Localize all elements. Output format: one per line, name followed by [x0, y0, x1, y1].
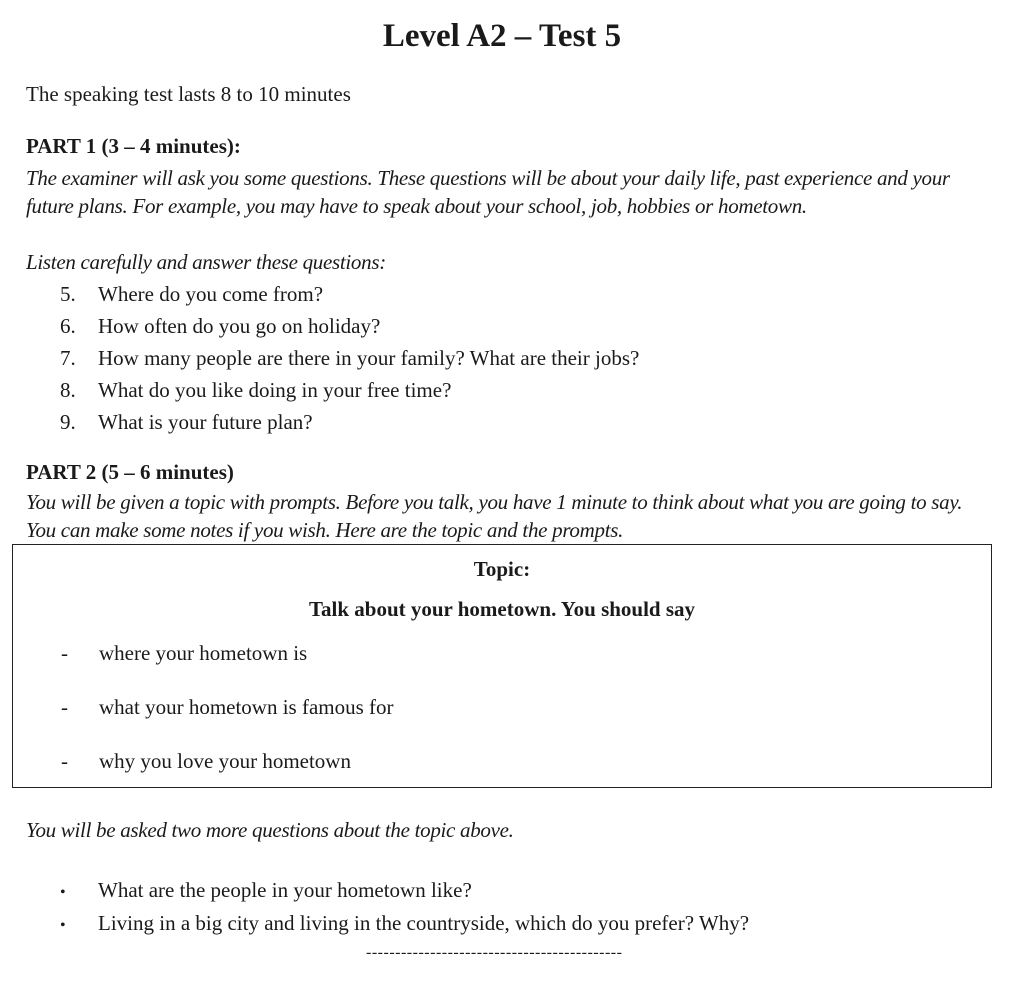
- prompt-text: where your hometown is: [99, 641, 308, 665]
- list-item: [61, 691, 394, 745]
- bullet-icon: •: [60, 884, 66, 901]
- question-text: How often do you go on holiday?: [98, 314, 381, 338]
- bullet-icon: •: [60, 917, 66, 934]
- list-item: [60, 406, 639, 438]
- list-item: [60, 874, 749, 907]
- dash-marker: -: [61, 641, 68, 665]
- list-item: [61, 637, 394, 691]
- list-item: [60, 310, 639, 342]
- list-item: [60, 278, 639, 310]
- question-text: What do you like doing in your free time?: [98, 378, 452, 402]
- question-number: 7.: [60, 346, 76, 370]
- question-number: 5.: [60, 282, 76, 306]
- followup-question-text: Living in a big city and living in the countryside, which do you prefer? Why?: [98, 911, 750, 935]
- page-title: Level A2 – Test 5: [382, 18, 622, 54]
- question-text: What is your future plan?: [98, 410, 313, 434]
- followup-question-list: [60, 874, 749, 940]
- topic-prompt: Talk about your hometown. You should say: [308, 597, 696, 621]
- topic-box: [12, 544, 992, 788]
- dash-marker: -: [61, 749, 68, 773]
- list-item: [60, 907, 749, 940]
- prompt-text: what your hometown is famous for: [99, 695, 394, 719]
- part1-instructions: The examiner will ask you some questions. These questions will be about your daily life, past experience and your future plans. For example, you may have to speak about your school, job, hobbies or hometown.: [26, 166, 950, 218]
- question-text: Where do you come from?: [98, 282, 324, 306]
- intro-text: The speaking test lasts 8 to 10 minutes: [26, 82, 351, 106]
- part1-listen-text: Listen carefully and answer these questions:: [26, 250, 386, 274]
- prompt-text: why you love your hometown: [99, 749, 351, 773]
- question-number: 6.: [60, 314, 76, 338]
- list-item: [60, 342, 639, 374]
- part2-heading: PART 2 (5 – 6 minutes): [26, 460, 234, 484]
- question-number: 8.: [60, 378, 76, 402]
- part2-instructions: You will be given a topic with prompts. Before you talk, you have 1 minute to think about what you are going to say. You can make some notes if you wish. Here are the topic and the prompts.: [26, 490, 963, 542]
- question-text: How many people are there in your family? What are their jobs?: [98, 346, 640, 370]
- question-number: 9.: [60, 410, 76, 434]
- end-divider: --------------------------------------------: [366, 944, 623, 961]
- list-item: [60, 374, 639, 406]
- part1-heading: PART 1 (3 – 4 minutes):: [26, 134, 241, 158]
- followup-question-text: What are the people in your hometown like?: [98, 878, 472, 902]
- dash-marker: -: [61, 695, 68, 719]
- topic-prompt-list: [61, 637, 394, 799]
- part1-question-list: [60, 278, 639, 438]
- followup-text: You will be asked two more questions about the topic above.: [26, 818, 514, 842]
- list-item: [61, 745, 394, 799]
- topic-label: Topic:: [473, 557, 531, 581]
